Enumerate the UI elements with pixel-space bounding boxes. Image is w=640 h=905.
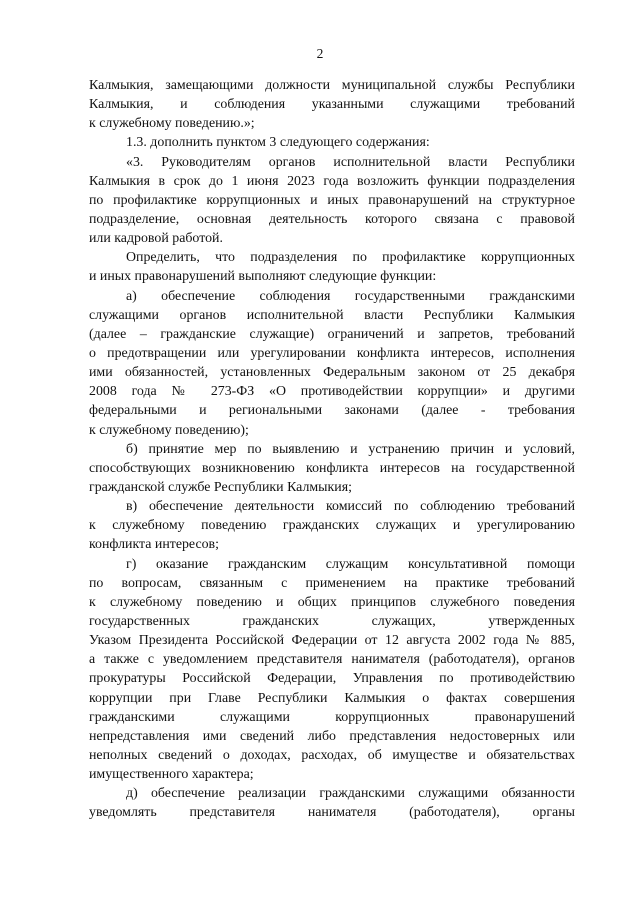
text-line: 1.3. дополнить пунктом 3 следующего содержания: [126,135,430,151]
text-line: к служебному поведению.»; [89,116,255,132]
text-line: к служебному поведению и общих принципов служебного поведения [89,594,575,610]
text-line: конфликта интересов; [89,537,219,553]
text-line: в) обеспечение деятельности комиссий по соблюдению требований [126,499,575,515]
text-line: а также с уведомлением представителя нанимателя (работодателя), органов [89,652,575,668]
text-line: б) принятие мер по выявлению и устранению причин и условий, [126,441,575,457]
text-line: ими обязанностей, установленных Федеральным законом от 25 декабря [89,365,575,381]
text-line: к служебному поведению); [89,422,249,438]
text-line: способствующих возникновению конфликта интересов на государственной [89,460,575,476]
text-line: по профилактике коррупционных и иных правонарушений на структурное [89,192,575,208]
text-line: 2008 года № 273-ФЗ «О противодействии коррупции» и другими [89,384,575,400]
text-line: служащими органов исполнительной власти Республики Калмыкия [89,307,575,323]
text-line: подразделение, основная деятельность которого связана с правовой [89,211,575,227]
text-line: имущественного характера; [89,767,254,783]
text-line: Определить, что подразделения по профилактике коррупционных [126,250,575,266]
text-line: коррупции при Главе Республики Калмыкия о фактах совершения [89,690,575,706]
text-line: неполных сведений о доходах, расходах, об имуществе и обязательствах [89,747,575,763]
text-line: (далее – гражданские служащие) ограничений и запретов, требований [89,326,575,342]
text-line: гражданской службе Республики Калмыкия; [89,479,352,495]
text-line: «3. Руководителям органов исполнительной власти Республики [126,154,575,170]
text-line: по вопросам, связанным с применением на практике требований [89,575,575,591]
text-line: к служебному поведению гражданских служащих и урегулированию [89,518,575,534]
document-body [89,76,575,822]
text-line: уведомлять представителя нанимателя (работодателя), органы [89,805,575,821]
text-line: Калмыкия, и соблюдения указанными служащими требований [89,97,575,113]
text-line: прокуратуры Российской Федерации, Управления по противодействию [89,671,575,687]
text-line: Калмыкия в срок до 1 июня 2023 года возложить функции подразделения [89,173,575,189]
text-line: гражданскими служащими коррупционных правонарушений [89,709,575,725]
text-line: непредставления ими сведений либо представления недостоверных или [89,728,575,744]
text-line: о предотвращении или урегулировании конфликта интересов, исполнения [89,345,575,361]
text-line: федеральными и региональными законами (далее - требования [89,403,575,419]
text-line: Калмыкия, замещающими должности муниципальной службы Республики [89,78,575,93]
text-line: или кадровой работой. [89,231,223,247]
text-line: а) обеспечение соблюдения государственными гражданскими [126,288,575,304]
text-line: д) обеспечение реализации гражданскими служащими обязанности [126,786,575,802]
text-line: и иных правонарушений выполняют следующие функции: [89,269,437,285]
text-line: Указом Президента Российской Федерации от 12 августа 2002 года № 885, [89,633,575,649]
text-line: г) оказание гражданским служащим консультативной помощи [126,556,575,572]
page-number: 2 [316,46,324,61]
text-line: государственных гражданских служащих, утвержденных [89,613,575,629]
